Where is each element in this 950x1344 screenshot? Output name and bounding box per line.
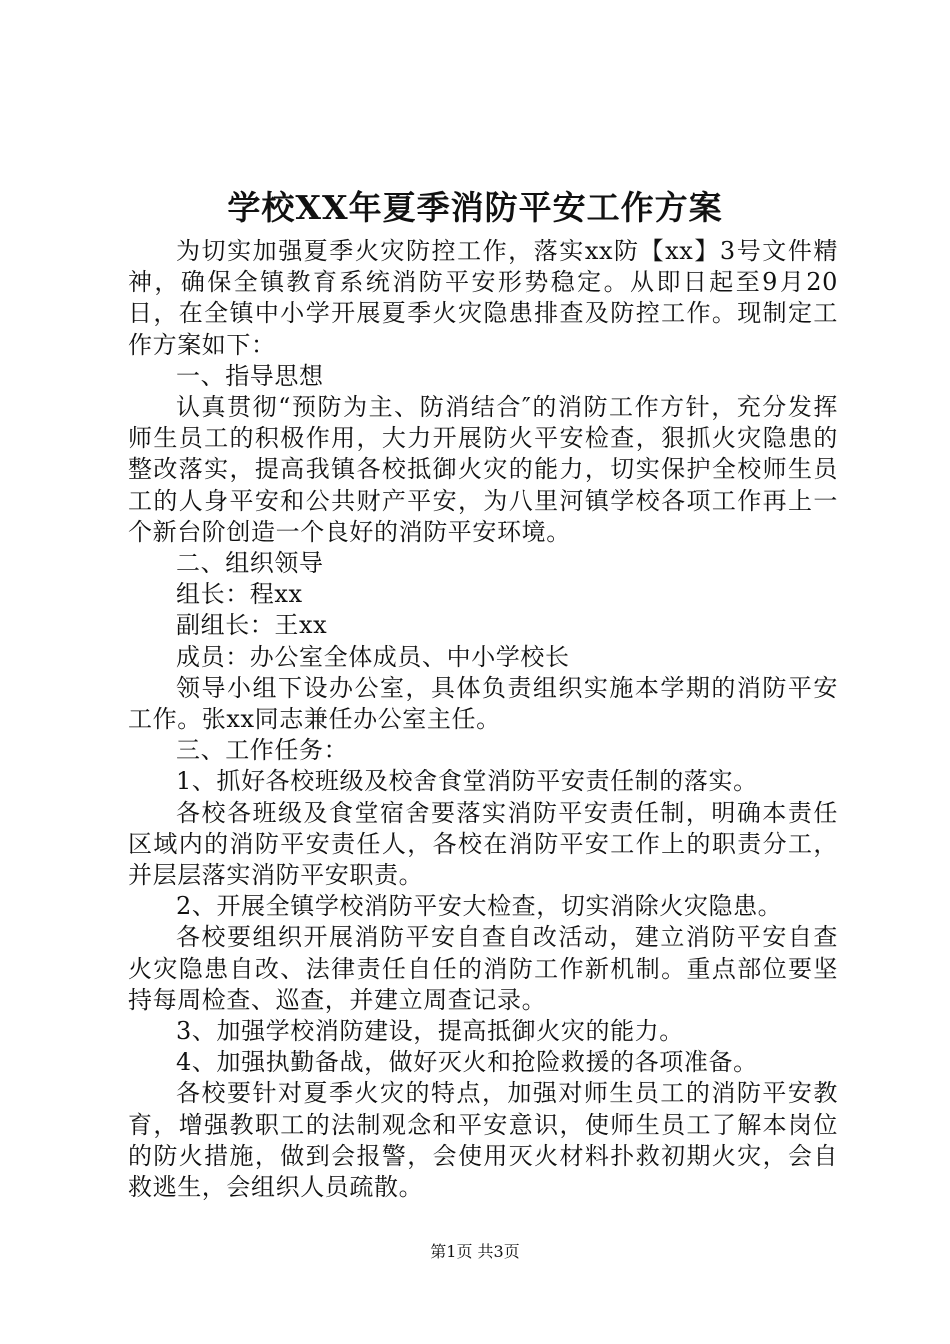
task-item-3: 3、加强学校消防建设，提高抵御火灾的能力。 (176, 1017, 684, 1046)
intro-paragraph: 为切实加强夏季火灾防控工作，落实xx防【xx】3号文件精神，确保全镇教育系统消防平安形势稳定。从即日起至9月20日，在全镇中小学开展夏季火灾隐患排查及防控工作。现制定工作方案如下： (128, 237, 838, 359)
deputy-leader-line: 副组长：王xx (176, 611, 328, 640)
section-heading-tasks: 三、工作任务： (176, 736, 349, 765)
task-2-paragraph: 各校要组织开展消防平安自查自改活动，建立消防平安自查火灾隐患自改、法律责任自任的消防工作新机制。重点部位要坚持每周检查、巡查，并建立周查记录。 (128, 923, 838, 1014)
document-title: 学校XX年夏季消防平安工作方案 (227, 188, 723, 227)
task-4-paragraph: 各校要针对夏季火灾的特点，加强对师生员工的消防平安教育，增强教职工的法制观念和平安意识，使师生员工了解本岗位的防火措施，做到会报警，会使用灭火材料扑救初期火灾，会自救逃生，会组织人员疏散。 (128, 1079, 838, 1202)
guiding-thought-paragraph: 认真贯彻“预防为主、防消结合″的消防工作方针，充分发挥师生员工的积极作用，大力开展防火平安检查，狠抓火灾隐患的整改落实，提高我镇各校抵御火灾的能力，切实保护全校师生员工的人身平安和公共财产平安，为八里河镇学校各项工作再上一个新台阶创造一个良好的消防平安环境。 (128, 393, 838, 546)
office-paragraph: 领导小组下设办公室，具体负责组织实施本学期的消防平安工作。张xx同志兼任办公室主任。 (128, 673, 838, 734)
members-line: 成员：办公室全体成员、中小学校长 (176, 642, 570, 671)
task-1-paragraph: 各校各班级及食堂宿舍要落实消防平安责任制，明确本责任区域内的消防平安责任人，各校在消防平安工作上的职责分工，并层层落实消防平安职责。 (128, 798, 838, 890)
team-leader-line: 组长：程xx (176, 580, 303, 609)
task-item-1: 1、抓好各校班级及校舍食堂消防平安责任制的落实。 (176, 767, 758, 796)
section-heading-guiding-thought: 一、指导思想 (176, 361, 324, 390)
task-item-2: 2、开展全镇学校消防平安大检查，切实消除火灾隐患。 (176, 892, 783, 921)
page-footer: 第1页 共3页 (430, 1242, 520, 1261)
document-body (128, 236, 838, 1203)
section-heading-organization: 二、组织领导 (176, 549, 324, 578)
task-item-4: 4、加强执勤备战，做好灭火和抢险救援的各项准备。 (176, 1048, 758, 1077)
